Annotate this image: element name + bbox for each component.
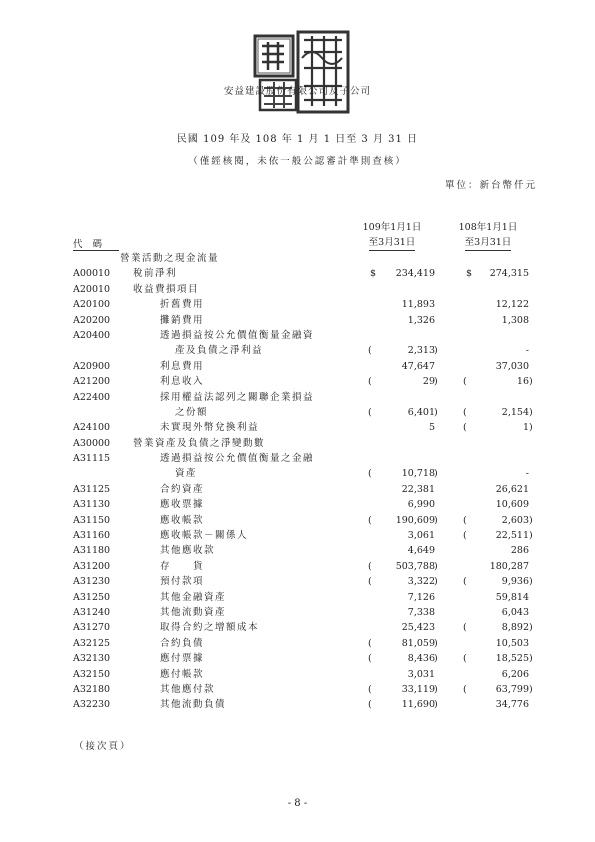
value-108: 22,511 — [495, 530, 529, 542]
row-code: A24100 — [73, 422, 111, 434]
row-label: 其他應收款 — [160, 545, 216, 557]
row-label: 產及負債之淨利益 — [175, 345, 264, 357]
table-row — [0, 667, 595, 682]
open-paren-108: ( — [463, 622, 467, 634]
value-108: 63,799 — [495, 683, 529, 695]
table-row — [0, 420, 595, 435]
value-109: 234,419 — [395, 268, 435, 280]
row-label: 其他流動負債 — [160, 699, 227, 711]
table-row — [0, 359, 595, 374]
value-109: 11,893 — [401, 299, 435, 311]
row-code: A20400 — [73, 329, 111, 341]
close-paren-109: ) — [434, 514, 438, 526]
value-109: 25,423 — [401, 622, 435, 634]
value-109: 3,061 — [407, 530, 435, 542]
value-109: 1,326 — [407, 314, 435, 326]
row-code: A31250 — [73, 591, 111, 603]
open-paren-108: ( — [463, 530, 467, 542]
value-108: 12,122 — [495, 299, 529, 311]
open-paren-109: ( — [368, 576, 372, 588]
value-108: 2,154 — [501, 406, 529, 418]
value-108: - — [525, 345, 529, 357]
row-label: 營業活動之現金流量 — [120, 253, 220, 264]
value-108: 286 — [510, 545, 529, 557]
value-109: 6,401 — [407, 406, 435, 418]
row-label: 採用權益法認列之關聯企業損益 — [160, 391, 315, 403]
value-109: 47,647 — [401, 360, 435, 372]
value-108: 2,603 — [501, 514, 529, 526]
row-code: A32125 — [73, 637, 111, 649]
row-label: 應收票據 — [160, 499, 205, 511]
row-label: 稅前淨利 — [133, 268, 178, 280]
value-109: 11,690 — [401, 699, 435, 711]
close-paren-108: ) — [529, 406, 533, 418]
open-paren-109: ( — [368, 514, 372, 526]
table-row — [0, 482, 595, 497]
dollar-sign-109: $ — [370, 268, 377, 280]
close-paren-109: ) — [434, 560, 438, 572]
table-row — [0, 266, 595, 281]
table-row — [0, 636, 595, 651]
row-label: 攤銷費用 — [160, 314, 205, 326]
table-row — [0, 297, 595, 312]
row-code: A31115 — [73, 453, 111, 465]
close-paren-108: ) — [529, 576, 533, 588]
table-row — [0, 251, 595, 266]
open-paren-109: ( — [368, 376, 372, 388]
open-paren-109: ( — [368, 637, 372, 649]
value-108: 180,287 — [489, 560, 529, 572]
value-109: 5 — [428, 422, 435, 434]
close-paren-108: ) — [529, 653, 533, 665]
value-108: 9,936 — [501, 576, 529, 588]
row-code: A31240 — [73, 606, 111, 618]
row-code: A31180 — [73, 545, 111, 557]
open-paren-109: ( — [368, 560, 372, 572]
close-paren-109: ) — [434, 576, 438, 588]
row-code: A21200 — [73, 376, 111, 388]
row-code: A32130 — [73, 653, 111, 665]
open-paren-109: ( — [368, 406, 372, 418]
value-108: 26,621 — [495, 483, 529, 495]
table-row — [0, 328, 595, 343]
row-code: A20010 — [73, 283, 111, 295]
row-code: A00010 — [73, 268, 111, 280]
row-label: 合約資產 — [160, 483, 205, 495]
row-code: A32230 — [73, 699, 111, 711]
value-109: 3,031 — [407, 668, 435, 680]
row-code: A31230 — [73, 576, 111, 588]
value-109: 3,322 — [407, 576, 435, 588]
value-108: 1,308 — [501, 314, 529, 326]
table-row — [0, 451, 595, 466]
column-header-109-line1: 109年1月1日 — [362, 222, 422, 233]
row-label: 預付款項 — [160, 576, 205, 588]
row-label: 營業資產及負債之淨變動數 — [133, 437, 266, 449]
value-108: 10,503 — [495, 637, 529, 649]
open-paren-109: ( — [368, 345, 372, 357]
close-paren-108: ) — [529, 422, 533, 434]
table-row — [0, 697, 595, 712]
row-label: 應收帳款 — [160, 514, 205, 526]
open-paren-108: ( — [463, 514, 467, 526]
row-label: 收益費損項目 — [133, 283, 200, 295]
row-label: 利息費用 — [160, 360, 205, 372]
open-paren-108: ( — [463, 422, 467, 434]
value-108: - — [525, 468, 529, 480]
value-109: 81,059 — [401, 637, 435, 649]
row-code: A20100 — [73, 299, 111, 311]
value-109: 190,609 — [395, 514, 435, 526]
open-paren-108: ( — [463, 653, 467, 665]
row-code: A20900 — [73, 360, 111, 372]
cash-flow-table — [0, 251, 595, 713]
value-109: 7,338 — [407, 606, 435, 618]
value-108: 6,206 — [501, 668, 529, 680]
table-row — [0, 497, 595, 512]
value-108: 18,525 — [495, 653, 529, 665]
value-109: 10,718 — [401, 468, 435, 480]
value-109: 33,119 — [401, 683, 435, 695]
row-label: 之份額 — [175, 406, 209, 418]
table-row — [0, 528, 595, 543]
row-label: 應付帳款 — [160, 668, 205, 680]
row-code: A31270 — [73, 622, 111, 634]
row-code: A31125 — [73, 483, 111, 495]
table-row — [0, 436, 595, 451]
column-header-108-line2: 至3月31日 — [465, 235, 512, 251]
close-paren-108: ) — [529, 514, 533, 526]
close-paren-109: ) — [434, 699, 438, 711]
table-row — [0, 343, 595, 358]
row-code: A30000 — [73, 437, 111, 449]
value-108: 1 — [522, 422, 529, 434]
value-109: 29 — [422, 376, 435, 388]
open-paren-109: ( — [368, 699, 372, 711]
row-label: 折舊費用 — [160, 299, 205, 311]
value-108: 34,776 — [495, 699, 529, 711]
value-108: 6,043 — [501, 606, 529, 618]
page-number: - 8 - — [287, 798, 308, 809]
value-108: 8,892 — [501, 622, 529, 634]
row-label: 未實現外幣兌換利益 — [160, 422, 260, 434]
row-label: 應收帳款－關係人 — [160, 530, 249, 542]
table-row — [0, 513, 595, 528]
row-label: 其他流動資產 — [160, 606, 227, 618]
value-109: 7,126 — [407, 591, 435, 603]
table-row — [0, 405, 595, 420]
row-label: 取得合約之增額成本 — [160, 622, 260, 634]
table-row — [0, 282, 595, 297]
row-label: 透過損益按公允價值衡量之金融 — [160, 453, 315, 465]
close-paren-108: ) — [529, 622, 533, 634]
review-note: （僅經核閱，未依一般公認審計準則查核） — [188, 156, 407, 167]
open-paren-109: ( — [368, 653, 372, 665]
close-paren-108: ) — [529, 683, 533, 695]
close-paren-108: ) — [529, 376, 533, 388]
row-label: 應付票據 — [160, 653, 205, 665]
open-paren-108: ( — [463, 406, 467, 418]
company-seal-stamp — [252, 28, 352, 116]
company-name: 安益建設股份有限公司及子公司 — [223, 86, 371, 97]
row-code: A32180 — [73, 683, 111, 695]
value-108: 59,814 — [495, 591, 529, 603]
row-code: A31150 — [73, 514, 111, 526]
value-108: 37,030 — [495, 360, 529, 372]
column-header-108-line1: 108年1月1日 — [458, 222, 518, 233]
currency-unit: 單位：新台幣仟元 — [444, 180, 537, 191]
row-code: A22400 — [73, 391, 111, 403]
value-109: 8,436 — [407, 653, 435, 665]
value-108: 10,609 — [495, 499, 529, 511]
table-row — [0, 559, 595, 574]
table-row — [0, 543, 595, 558]
table-row — [0, 605, 595, 620]
report-period: 民國 109 年及 108 年 1 月 1 日至 3 月 31 日 — [176, 134, 419, 145]
table-row — [0, 574, 595, 589]
close-paren-109: ) — [434, 468, 438, 480]
value-109: 2,313 — [407, 345, 435, 357]
close-paren-109: ) — [434, 653, 438, 665]
row-label: 資產 — [175, 468, 198, 480]
close-paren-109: ) — [434, 406, 438, 418]
column-header-109-line2: 至3月31日 — [369, 235, 416, 251]
close-paren-109: ) — [434, 637, 438, 649]
open-paren-109: ( — [368, 683, 372, 695]
column-header-109 — [354, 220, 430, 251]
open-paren-109: ( — [368, 468, 372, 480]
table-row — [0, 682, 595, 697]
row-label: 合約負債 — [160, 637, 205, 649]
row-code: A31200 — [73, 560, 111, 572]
value-108: 16 — [516, 376, 529, 388]
table-row — [0, 313, 595, 328]
continued-note: （接次頁） — [74, 741, 132, 752]
value-109: 6,990 — [407, 499, 435, 511]
row-code: A20200 — [73, 314, 111, 326]
row-label: 利息收入 — [160, 376, 205, 388]
close-paren-109: ) — [434, 345, 438, 357]
table-row — [0, 390, 595, 405]
row-label: 透過損益按公允價值衡量金融資 — [160, 329, 315, 341]
code-column-header: 代碼 — [73, 236, 119, 251]
close-paren-108: ) — [529, 530, 533, 542]
value-108: 274,315 — [489, 268, 529, 280]
table-row — [0, 620, 595, 635]
row-label: 其他金融資產 — [160, 591, 227, 603]
row-label: 其他應付款 — [160, 683, 216, 695]
value-109: 22,381 — [401, 483, 435, 495]
open-paren-108: ( — [463, 683, 467, 695]
table-row — [0, 590, 595, 605]
value-109: 503,788 — [395, 560, 435, 572]
close-paren-109: ) — [434, 376, 438, 388]
table-row — [0, 466, 595, 481]
open-paren-108: ( — [463, 576, 467, 588]
value-109: 4,649 — [407, 545, 435, 557]
row-code: A31130 — [73, 499, 111, 511]
close-paren-109: ) — [434, 683, 438, 695]
row-code: A31160 — [73, 530, 111, 542]
table-row — [0, 374, 595, 389]
row-label: 存 貨 — [160, 560, 205, 572]
column-header-108 — [450, 220, 526, 251]
table-row — [0, 651, 595, 666]
open-paren-108: ( — [463, 376, 467, 388]
dollar-sign-108: $ — [466, 268, 473, 280]
row-code: A32150 — [73, 668, 111, 680]
